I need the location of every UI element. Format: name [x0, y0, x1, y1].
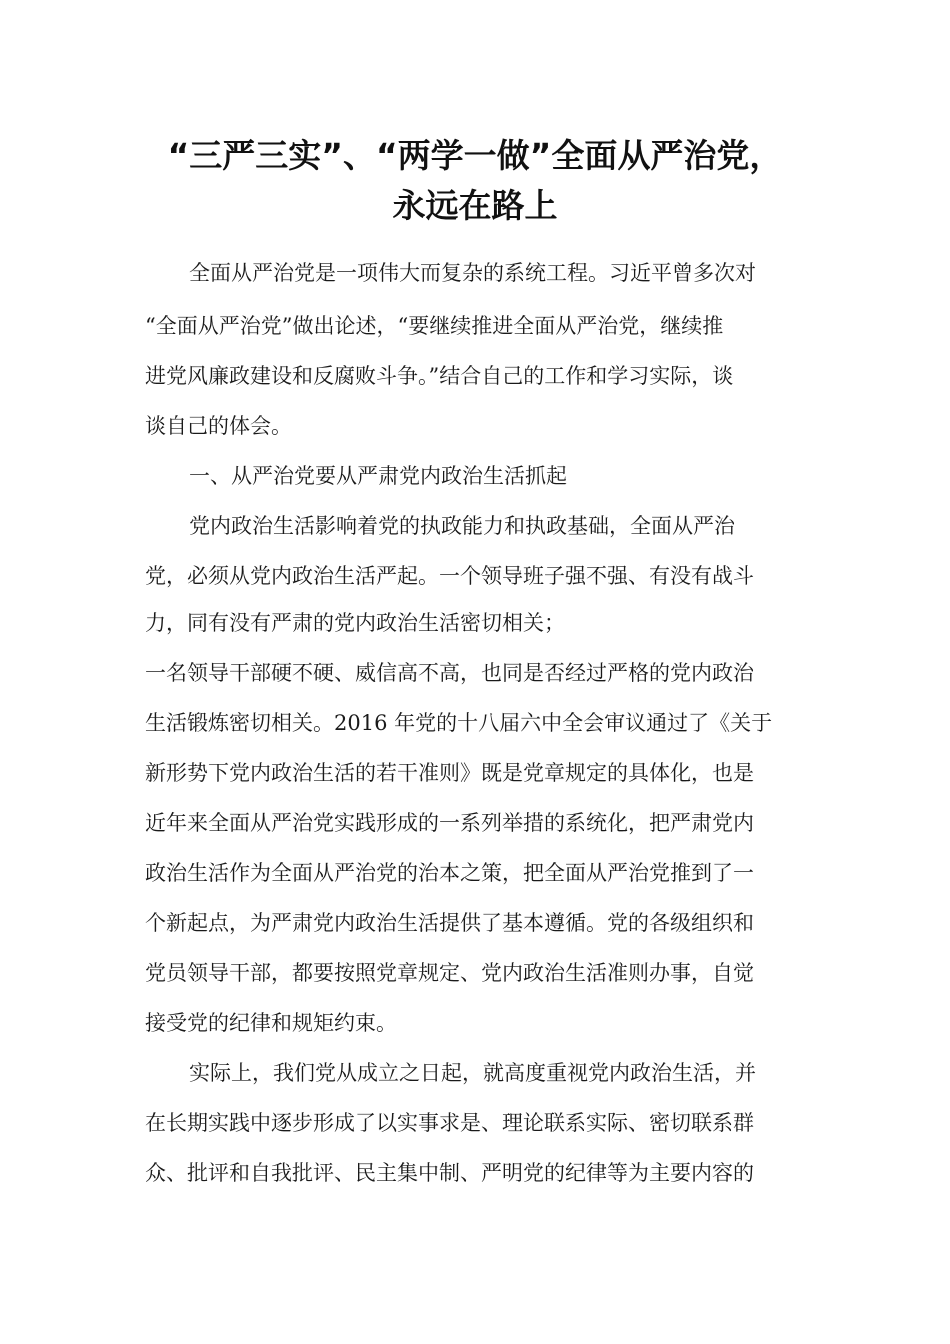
paragraph-line: 实际上，我们党从成立之日起，就高度重视党内政治生活，并	[189, 1061, 756, 1085]
paragraph-line: 全面从严治党是一项伟大而复杂的系统工程。习近平曾多次对	[189, 261, 756, 285]
paragraph-line: 党，必须从党内政治生活严起。一个领导班子强不强、有没有战斗	[145, 564, 754, 588]
paragraph-line: 党内政治生活影响着党的执政能力和执政基础，全面从严治	[189, 514, 735, 538]
paragraph-line: “全面从严治党”做出论述，“要继续推进全面从严治党，继续推	[145, 314, 724, 338]
section-heading: 一、从严治党要从严肃党内政治生活抓起	[189, 464, 567, 488]
paragraph-line: 众、批评和自我批评、民主集中制、严明党的纪律等为主要内容的	[145, 1161, 754, 1185]
paragraph-line: 接受党的纪律和规矩约束。	[145, 1011, 397, 1035]
paragraph-line: 新形势下党内政治生活的若干准则》既是党章规定的具体化，也是	[145, 761, 754, 785]
paragraph-line: 生活锻炼密切相关。2016 年党的十八届六中全会审议通过了《关于	[145, 711, 773, 735]
paragraph-line: 党员领导干部，都要按照党章规定、党内政治生活准则办事，自觉	[145, 961, 754, 985]
paragraph-line: 个新起点，为严肃党内政治生活提供了基本遵循。党的各级组织和	[145, 911, 754, 935]
document-title-line-1: “三严三实”、“两学一做”全面从严治党，	[167, 136, 783, 175]
paragraph-line: 力，同有没有严肃的党内政治生活密切相关；	[145, 611, 565, 635]
paragraph-line: 进党风廉政建设和反腐败斗争。”结合自己的工作和学习实际，谈	[145, 364, 734, 388]
paragraph-line: 在长期实践中逐步形成了以实事求是、理论联系实际、密切联系群	[145, 1111, 754, 1135]
paragraph-line: 政治生活作为全面从严治党的治本之策，把全面从严治党推到了一	[145, 861, 754, 885]
document-title-line-2: 永远在路上	[392, 186, 558, 225]
paragraph-line: 谈自己的体会。	[145, 414, 292, 438]
paragraph-line: 一名领导干部硬不硬、威信高不高，也同是否经过严格的党内政治	[145, 661, 754, 685]
paragraph-line: 近年来全面从严治党实践形成的一系列举措的系统化，把严肃党内	[145, 811, 754, 835]
